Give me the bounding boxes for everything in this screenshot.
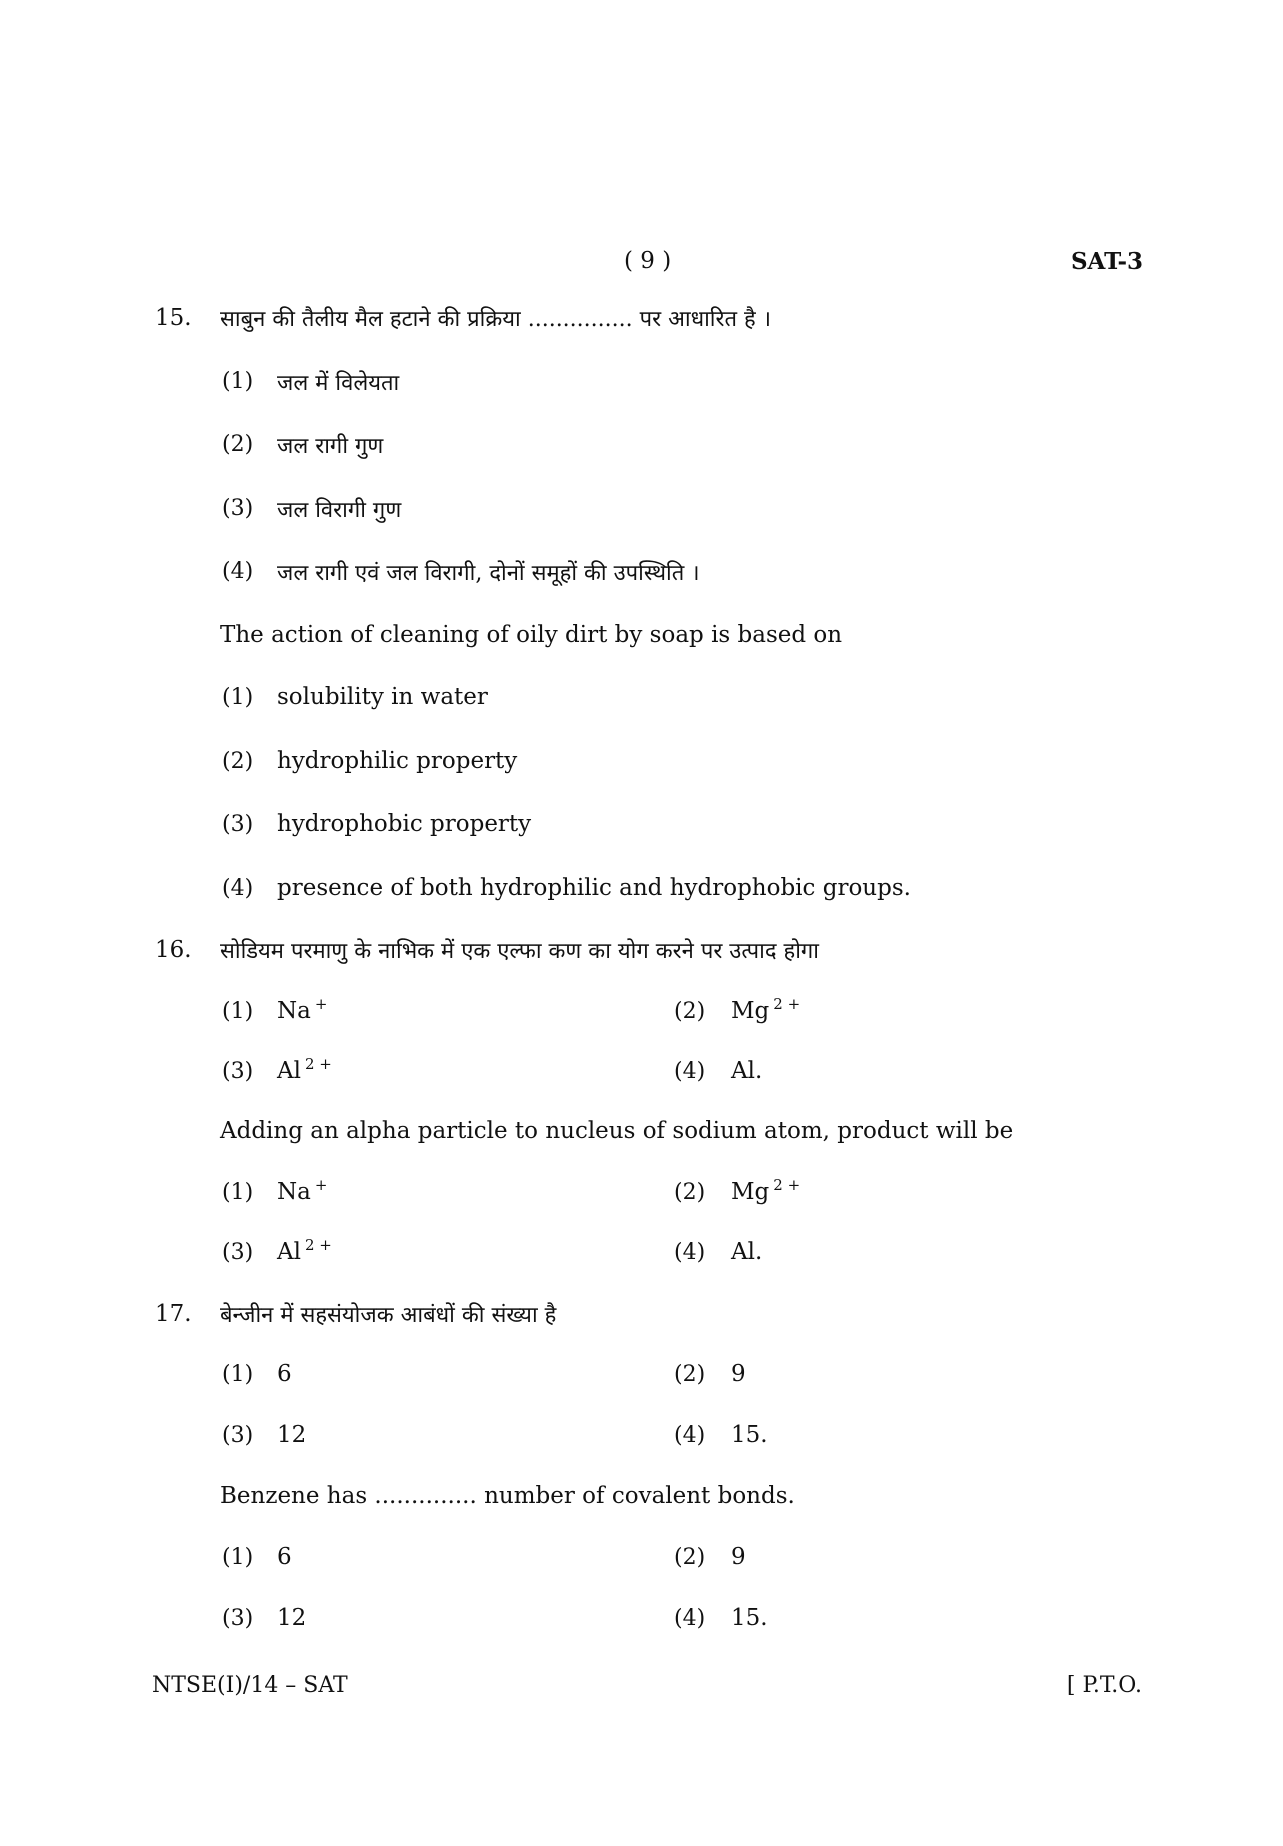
option-text: Na + bbox=[277, 1176, 328, 1205]
option-text: 12 bbox=[277, 1605, 307, 1631]
option-number: (2) bbox=[674, 999, 706, 1024]
option-number: (4) bbox=[222, 559, 254, 584]
question-stem-hindi: बेन्जीन में सहसंयोजक आबंधों की संख्या है bbox=[220, 1303, 557, 1328]
option-number: (3) bbox=[222, 812, 254, 837]
option-number: (2) bbox=[222, 432, 254, 457]
option-number: (3) bbox=[222, 1606, 254, 1631]
question-stem-hindi: सोडियम परमाणु के नाभिक में एक एल्फा कण का योग करने पर उत्पाद होगा bbox=[220, 939, 819, 964]
option-text: presence of both hydrophilic and hydrophobic groups. bbox=[277, 875, 911, 901]
option-number: (2) bbox=[674, 1362, 706, 1387]
question-number: 17. bbox=[155, 1301, 192, 1327]
option-text: 6 bbox=[277, 1361, 292, 1387]
option-superscript: + bbox=[314, 995, 328, 1013]
option-superscript: 2 + bbox=[773, 1176, 801, 1194]
option-number: (4) bbox=[674, 1423, 706, 1448]
option-text: Na + bbox=[277, 995, 328, 1024]
option-text: Mg $^{2 +}$ bbox=[731, 995, 801, 1024]
option-number: (1) bbox=[222, 685, 254, 710]
option-text: 9 bbox=[731, 1361, 746, 1387]
option-text: solubility in water bbox=[277, 684, 488, 710]
option-number: (1) bbox=[222, 1545, 254, 1570]
option-number: (4) bbox=[674, 1606, 706, 1631]
option-number: (2) bbox=[222, 749, 254, 774]
question-number: 15. bbox=[155, 305, 192, 331]
option-text: hydrophilic property bbox=[277, 748, 518, 774]
option-number: (1) bbox=[222, 1362, 254, 1387]
question-stem-english: The action of cleaning of oily dirt by soap is based on bbox=[220, 622, 843, 648]
option-number: (4) bbox=[222, 876, 254, 901]
option-number: (2) bbox=[674, 1545, 706, 1570]
footer-pto: [ P.T.O. bbox=[1066, 1673, 1142, 1698]
option-text: 6 bbox=[277, 1544, 292, 1570]
option-text: Al $^{2 +}$ bbox=[277, 1236, 332, 1265]
option-text: Al. bbox=[731, 1239, 763, 1265]
question-number: 16. bbox=[155, 937, 192, 963]
option-text: Mg $^{2 +}$ bbox=[731, 1176, 801, 1205]
option-text: जल रागी एवं जल विरागी, दोनों समूहों की उपस्थिति । bbox=[277, 561, 700, 586]
option-text: 15. bbox=[731, 1422, 768, 1448]
option-text: 9 bbox=[731, 1544, 746, 1570]
option-number: (4) bbox=[674, 1240, 706, 1265]
question-stem-hindi: साबुन की तैलीय मैल हटाने की प्रक्रिया ............... पर आधारित है । bbox=[220, 307, 772, 332]
option-number: (1) bbox=[222, 369, 254, 394]
option-number: (3) bbox=[222, 1240, 254, 1265]
option-number: (1) bbox=[222, 1180, 254, 1205]
option-superscript: 2 + bbox=[304, 1055, 332, 1073]
option-text: Al. bbox=[731, 1058, 763, 1084]
option-text: जल विरागी गुण bbox=[277, 498, 402, 523]
page-number: ( 9 ) bbox=[624, 248, 672, 274]
question-stem-english: Benzene has .............. number of covalent bonds. bbox=[220, 1483, 795, 1509]
option-number: (3) bbox=[222, 496, 254, 521]
option-text: जल रागी गुण bbox=[277, 434, 384, 459]
option-text: hydrophobic property bbox=[277, 811, 532, 837]
option-superscript: 2 + bbox=[773, 995, 801, 1013]
option-number: (4) bbox=[674, 1059, 706, 1084]
option-text: Al $^{2 +}$ bbox=[277, 1055, 332, 1084]
option-text: जल में विलेयता bbox=[277, 371, 400, 396]
paper-code: SAT-3 bbox=[1070, 248, 1143, 275]
option-number: (2) bbox=[674, 1180, 706, 1205]
option-text: 15. bbox=[731, 1605, 768, 1631]
option-number: (3) bbox=[222, 1059, 254, 1084]
footer-code: NTSE(I)/14 – SAT bbox=[152, 1673, 348, 1698]
option-superscript: 2 + bbox=[304, 1236, 332, 1254]
option-text: 12 bbox=[277, 1422, 307, 1448]
option-number: (3) bbox=[222, 1423, 254, 1448]
option-number: (1) bbox=[222, 999, 254, 1024]
option-superscript: + bbox=[314, 1176, 328, 1194]
question-stem-english: Adding an alpha particle to nucleus of sodium atom, product will be bbox=[220, 1118, 1014, 1144]
